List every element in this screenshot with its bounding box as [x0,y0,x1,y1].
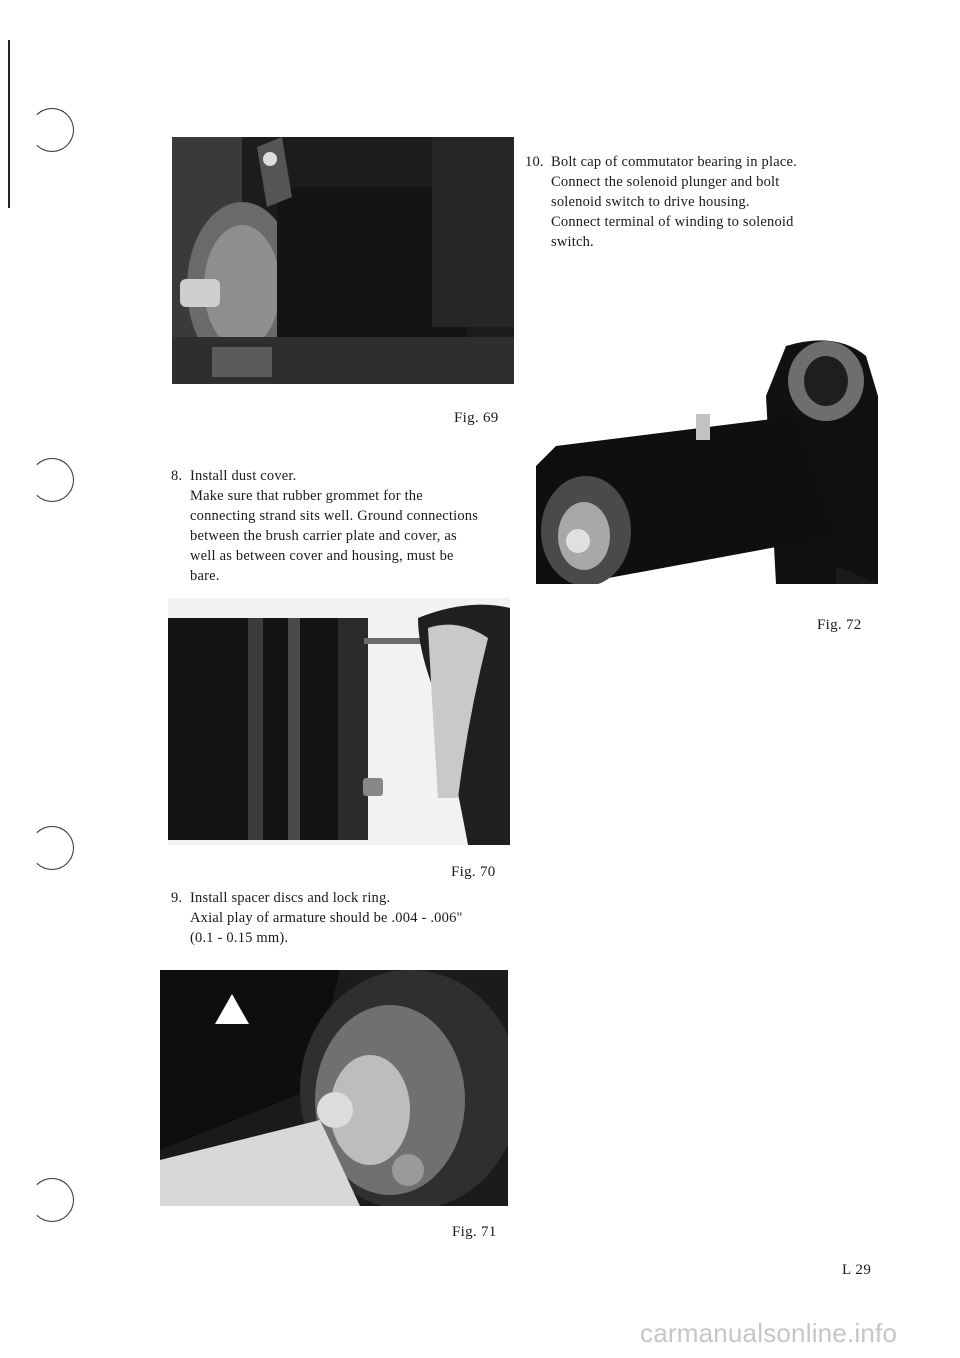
step-line: Axial play of armature should be .004 - .006" [190,910,463,926]
step-line: bare. [190,568,220,584]
step-number: 9. [171,890,183,906]
step-10 [525,152,885,252]
step-line: connecting strand sits well. Ground connections [190,508,479,524]
fig72-photo [536,336,878,584]
page-number: L 29 [842,1262,872,1278]
step-line: solenoid switch to drive housing. [551,194,750,210]
step-line: Bolt cap of commutator bearing in place. [551,154,797,170]
fig69-caption: Fig. 69 [454,410,499,426]
fig71-caption: Fig. 71 [452,1224,497,1240]
punch-hole [30,1178,74,1222]
footer-watermark: carmanualsonline.info [640,1318,898,1348]
fig69-photo [172,137,514,384]
step-line: between the brush carrier plate and cover, as [190,528,457,544]
step-line: Install spacer discs and lock ring. [190,890,391,906]
punch-hole [30,458,74,502]
step-line: Connect terminal of winding to solenoid [551,214,794,230]
fig70-caption: Fig. 70 [451,864,496,880]
step-line: (0.1 - 0.15 mm). [190,930,289,946]
binding-edge-line [8,40,10,208]
step-line: Install dust cover. [190,468,297,484]
fig70-photo [168,598,510,845]
step-number: 10. [525,154,544,170]
fig72-caption: Fig. 72 [817,617,862,633]
step-number: 8. [171,468,183,484]
step-line: Connect the solenoid plunger and bolt [551,174,780,190]
step-line: switch. [551,234,594,250]
punch-hole [30,108,74,152]
fig71-photo [160,970,508,1206]
step-line: well as between cover and housing, must be [190,548,454,564]
step-line: Make sure that rubber grommet for the [190,488,423,504]
punch-hole [30,826,74,870]
step-9 [171,888,516,948]
step-8 [171,466,516,586]
